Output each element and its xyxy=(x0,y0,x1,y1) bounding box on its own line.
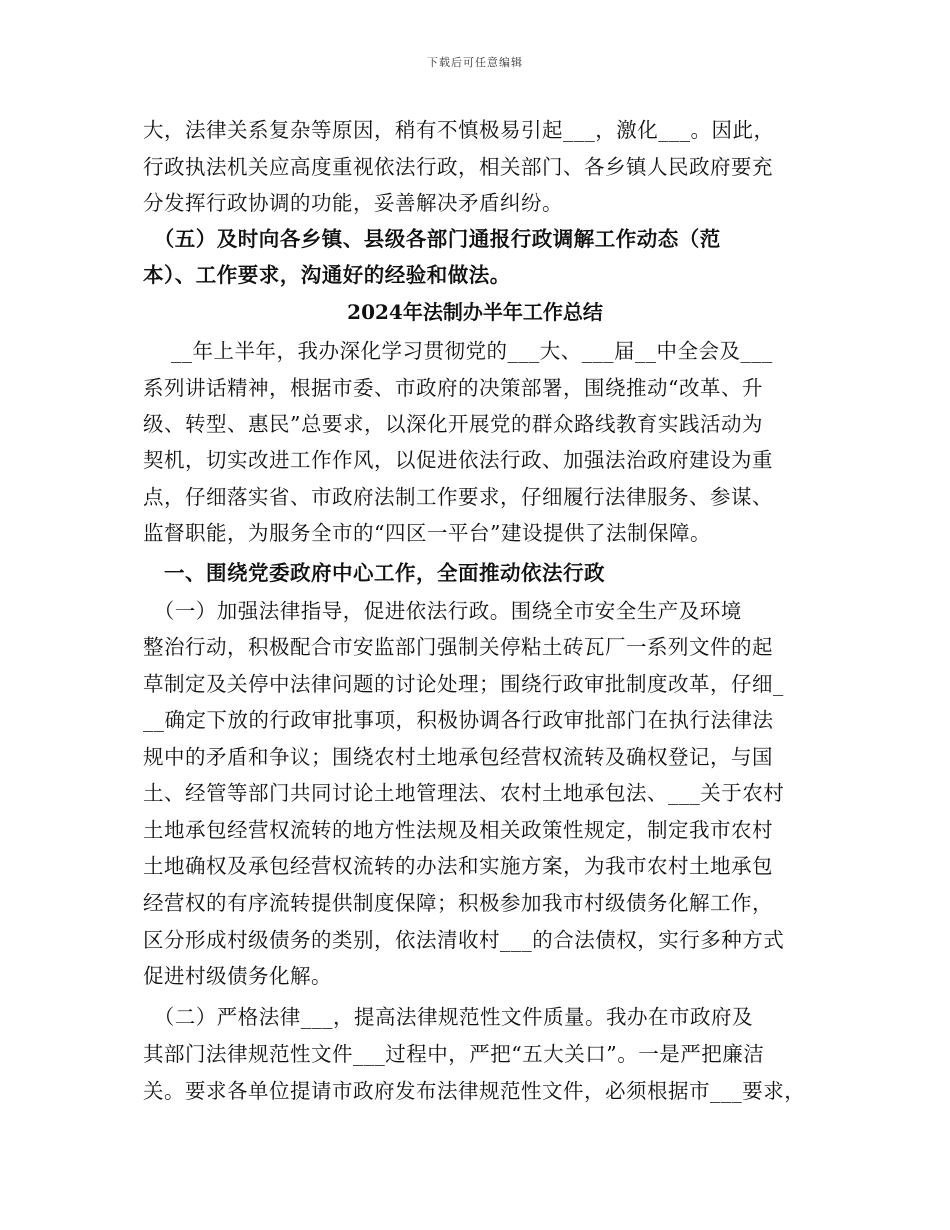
body-line: （二）严格法律___，提高法律规范性文件质量。我办在市政府及 xyxy=(143,1005,753,1029)
body-line: 点，仔细落实省、市政府法制工作要求，仔细履行法律服务、参谋、 xyxy=(143,485,773,509)
section-heading: 一、围绕党委政府中心工作，全面推动依法行政 xyxy=(143,561,605,585)
body-line: 土地确权及承包经营权流转的办法和实施方案，为我市农村土地承包 xyxy=(143,854,773,878)
body-line: 规中的矛盾和争议；围绕农村土地承包经营权流转及确权登记，与国 xyxy=(143,745,773,769)
body-line: 区分形成村级债务的类别，依法清收村___的合法债权，实行多种方式 xyxy=(143,928,785,952)
body-line: 大，法律关系复杂等原因，稍有不慎极易引起___，激化___。因此， xyxy=(143,118,775,142)
body-line: __确定下放的行政审批事项，积极协调各行政审批部门在执行法律法 xyxy=(143,708,774,732)
body-line: 其部门法律规范性文件___过程中，严把“五大关口”。一是严把廉洁 xyxy=(143,1042,765,1066)
body-line: （一）加强法律指导，促进依法行政。围绕全市安全生产及环境 xyxy=(143,599,742,623)
body-line: 土、经管等部门共同讨论土地管理法、农村土地承包法、___关于农村 xyxy=(143,781,785,805)
section-heading-line: 本）、工作要求，沟通好的经验和做法。 xyxy=(143,263,511,287)
body-line: 经营权的有序流转提供制度保障；积极参加我市村级债务化解工作， xyxy=(143,891,773,915)
body-line: 土地承包经营权流转的地方性法规及相关政策性规定，制定我市农村 xyxy=(143,818,773,842)
body-line: 监督职能，为服务全市的“四区一平台”建设提供了法制保障。 xyxy=(143,521,711,545)
body-line: __年上半年，我办深化学习贯彻党的___大、___届__中全会及___ xyxy=(143,339,773,363)
body-line: 级、转型、惠民”总要求，以深化开展党的群众路线教育实践活动为 xyxy=(143,412,763,436)
body-line: 关。要求各单位提请市政府发布法律规范性文件，必须根据市___要求， xyxy=(143,1079,806,1103)
body-line: 促进村级债务化解。 xyxy=(143,964,332,988)
body-line: 分发挥行政协调的功能，妥善解决矛盾纠纷。 xyxy=(143,191,563,215)
body-line: 行政执法机关应高度重视依法行政，相关部门、各乡镇人民政府要充 xyxy=(143,155,773,179)
header-note: 下载后可任意编辑 xyxy=(427,56,523,69)
section-heading-line: （五）及时向各乡镇、县级各部门通报行政调解工作动态（范 xyxy=(143,227,721,251)
body-line: 系列讲话精神，根据市委、市政府的决策部署，围绕推动“改革、升 xyxy=(143,376,763,400)
body-line: 契机，切实改进工作作风，以促进依法行政、加强法治政府建设为重 xyxy=(143,448,773,472)
body-line: 整治行动，积极配合市安监部门强制关停粘土砖瓦厂一系列文件的起 xyxy=(143,635,773,659)
body-line: 草制定及关停中法律问题的讨论处理；围绕行政审批制度改革，仔细_ xyxy=(143,672,784,696)
document-title: 2024年法制办半年工作总结 xyxy=(347,300,603,324)
